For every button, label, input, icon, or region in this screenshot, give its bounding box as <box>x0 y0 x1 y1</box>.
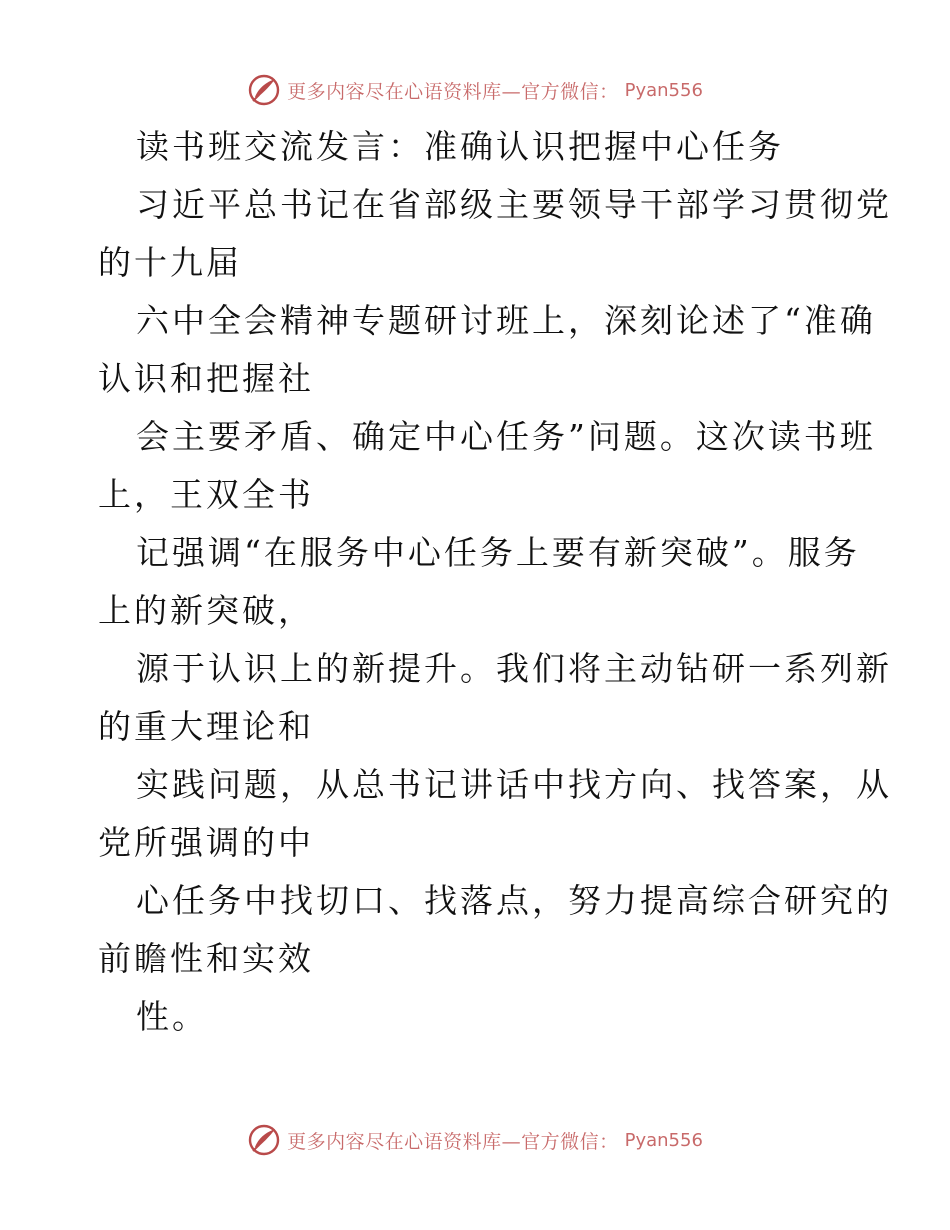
text-line: 记强调“在服务中心任务上要有新突破”。服务 <box>136 533 860 572</box>
footer-watermark <box>0 1120 950 1160</box>
watermark-text: 更多内容尽在心语资料库—官方微信： <box>287 1130 619 1153</box>
text-line: 上，王双全书 <box>98 475 314 514</box>
text-line: 前瞻性和实效 <box>98 939 314 978</box>
text-line: 党所强调的中 <box>98 823 314 862</box>
quill-logo-icon <box>247 1123 281 1157</box>
document-title: 读书班交流发言：准确认识把握中心任务 <box>136 127 784 166</box>
text-line: 实践问题，从总书记讲话中找方向、找答案，从 <box>136 765 892 804</box>
quill-logo-icon <box>247 73 281 107</box>
text-line: 认识和把握社 <box>98 359 314 398</box>
text-line: 性。 <box>136 997 208 1036</box>
header-watermark <box>0 70 950 110</box>
text-line: 六中全会精神专题研讨班上，深刻论述了“准确 <box>136 301 876 340</box>
text-line: 上的新突破， <box>98 591 314 630</box>
text-line: 源于认识上的新提升。我们将主动钻研一系列新 <box>136 649 892 688</box>
watermark-text: 更多内容尽在心语资料库—官方微信： <box>287 80 619 103</box>
watermark-wechat-id: Pyan556 <box>624 79 703 101</box>
text-line: 的重大理论和 <box>98 707 314 746</box>
text-line: 会主要矛盾、确定中心任务”问题。这次读书班 <box>136 417 876 456</box>
text-line: 的十九届 <box>98 243 242 282</box>
text-line: 习近平总书记在省部级主要领导干部学习贯彻党 <box>136 185 892 224</box>
document-body <box>98 118 892 1046</box>
text-line: 心任务中找切口、找落点，努力提高综合研究的 <box>136 881 892 920</box>
watermark-wechat-id: Pyan556 <box>624 1129 703 1151</box>
